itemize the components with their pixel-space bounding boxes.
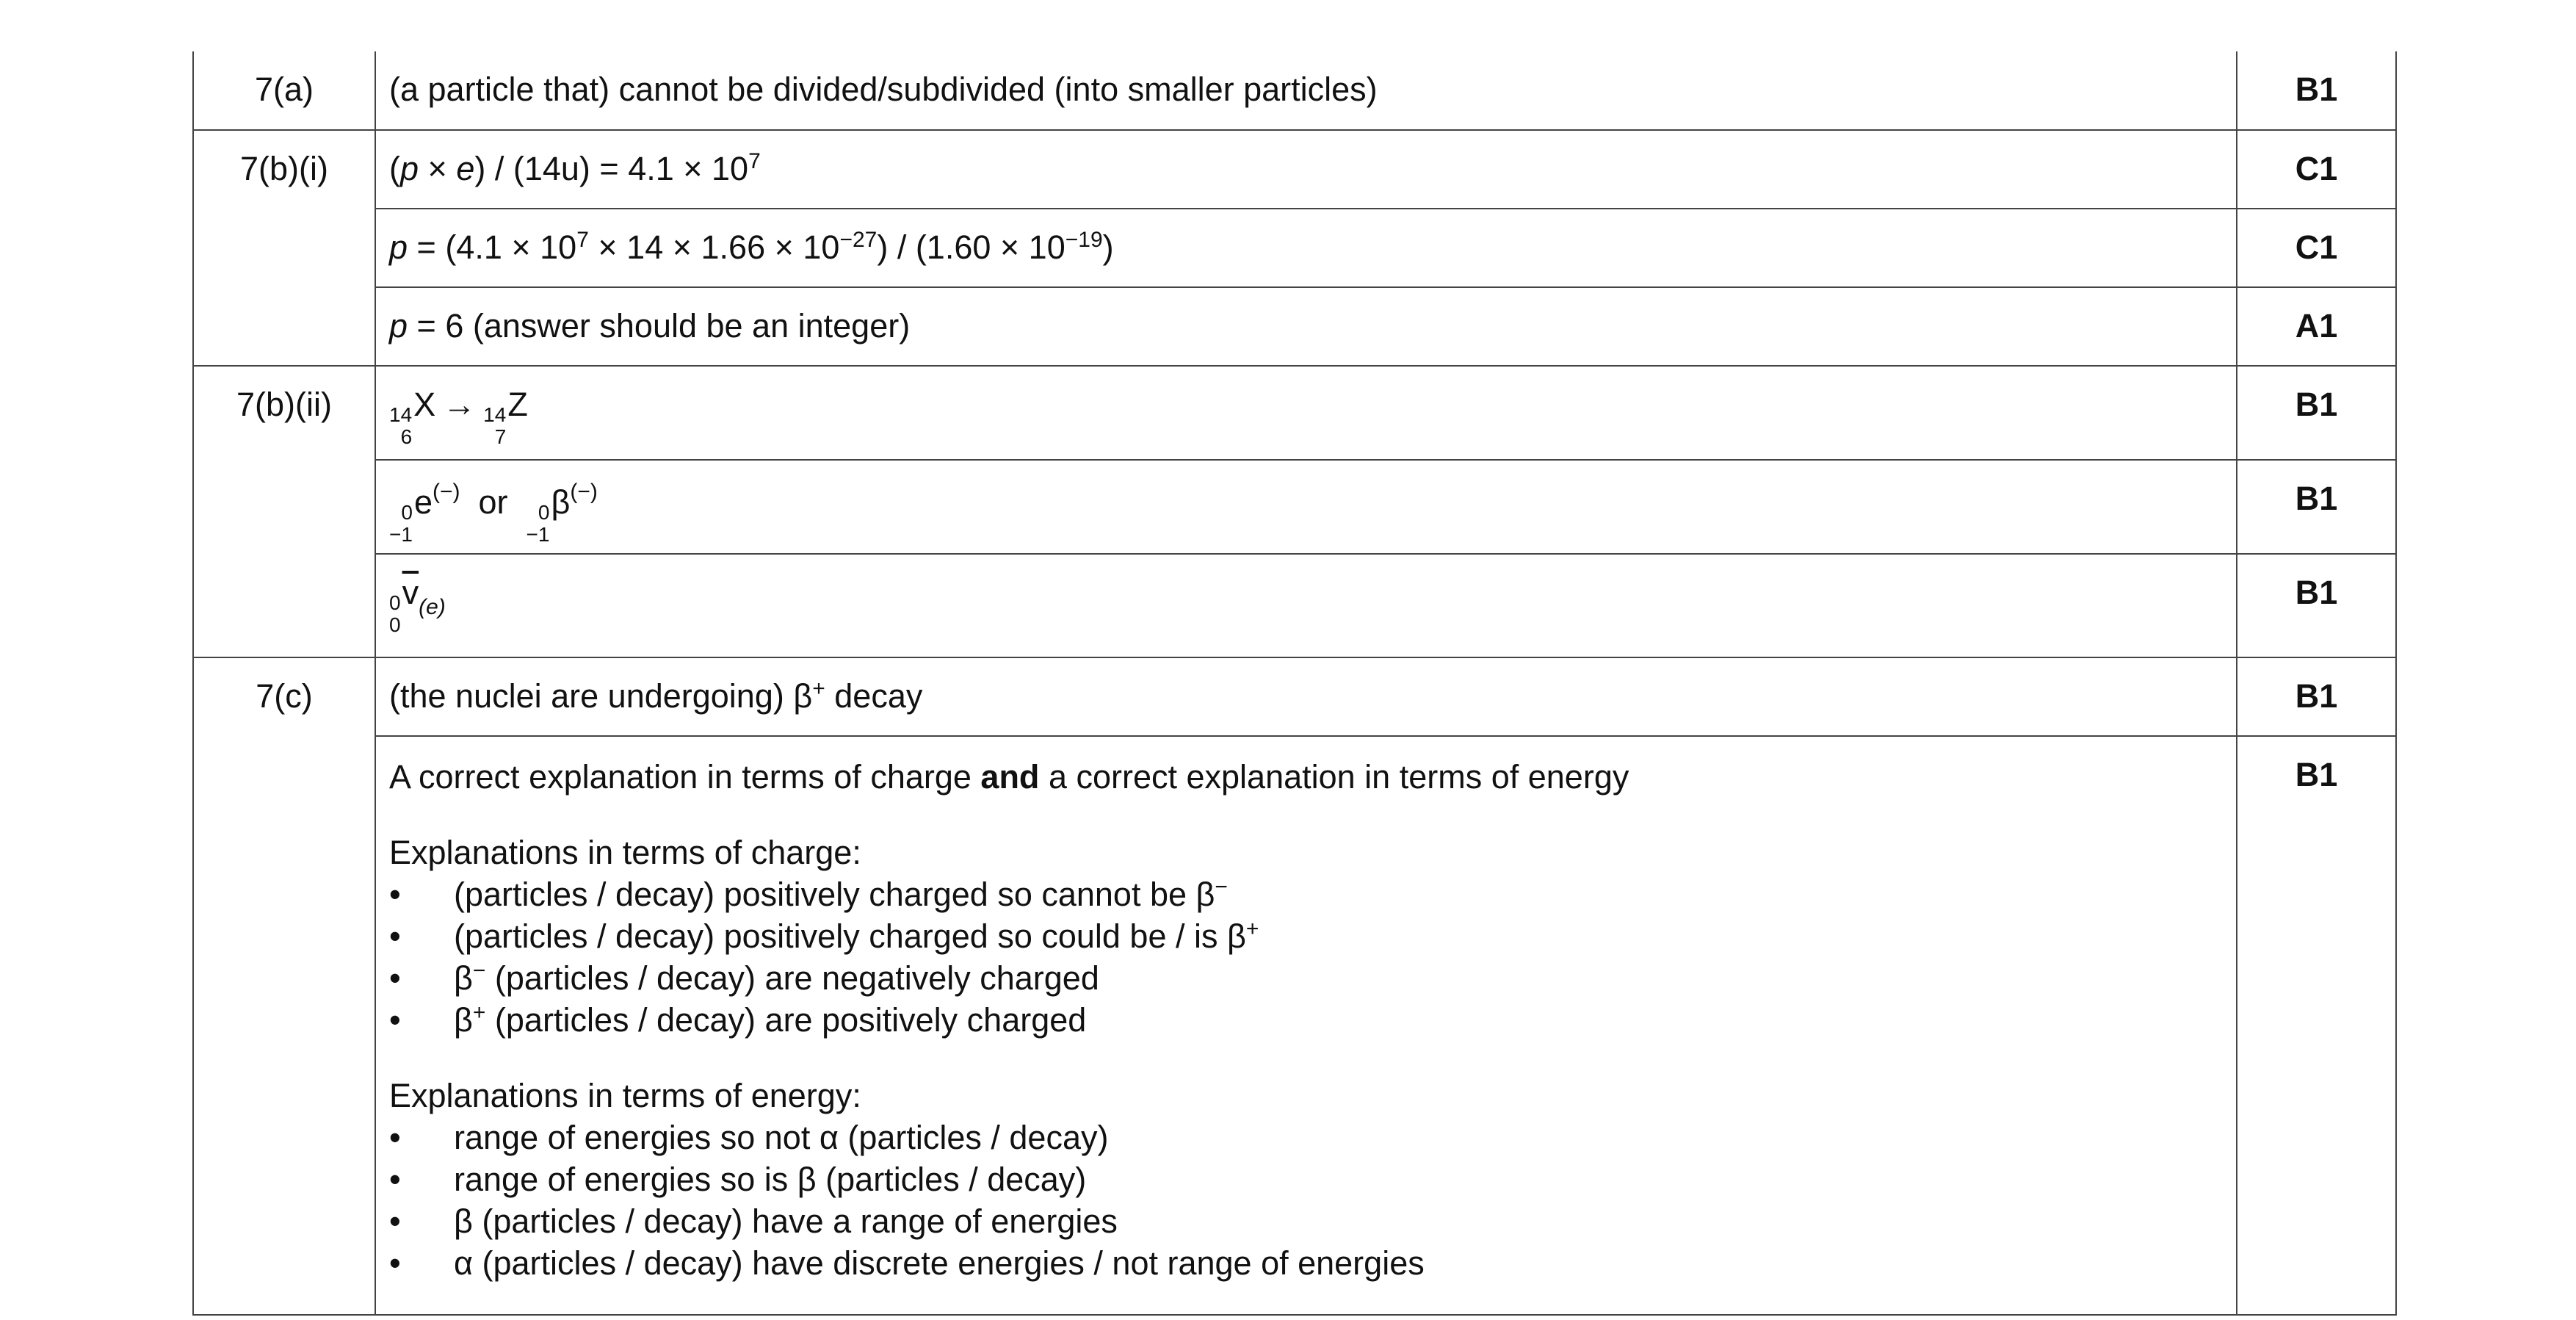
list-item: • range of energies so not α (particles / decay) — [389, 1117, 2236, 1158]
arrow-icon: → — [443, 386, 477, 423]
question-number: 7(c) — [193, 657, 375, 1315]
list-item: • β+ (particles / decay) are positively charged — [389, 999, 2236, 1041]
mark-cell: B1 — [2237, 736, 2396, 1315]
nuclide-numbers: 0 −1 — [526, 501, 550, 546]
nuclide-numbers: 14 7 — [483, 403, 507, 448]
answer-cell: $p = (4.1 \times 10^7 \times 14 \times 1.66 \times 10^{-27}) / (1.60 \times 10^{-19})$ — [375, 209, 2237, 287]
answer-cell: (the nuclei are undergoing) β+ decay — [375, 657, 2237, 736]
energy-heading: Explanations in terms of energy: — [389, 1077, 861, 1114]
answer-cell: 0 −1 e(−) or 0 −1 β(−) — [375, 460, 2237, 554]
question-number: 7(a) — [193, 51, 375, 130]
mark-cell: C1 — [2237, 130, 2396, 209]
question-number: 7(b)(ii) — [193, 366, 375, 657]
energy-list — [389, 1117, 2236, 1284]
table-row — [193, 554, 2396, 657]
criterion-text: A correct explanation in terms of charge and a correct explanation in terms of energy — [389, 758, 1629, 796]
mark-cell: C1 — [2237, 209, 2396, 287]
mark-cell: B1 — [2237, 657, 2396, 736]
mark-cell: B1 — [2237, 554, 2396, 657]
question-number: 7(b)(i) — [193, 130, 375, 366]
list-item: • (particles / decay) positively charged so cannot be β− — [389, 873, 2236, 915]
table-row — [193, 366, 2396, 460]
answer-cell: p = 6 (answer should be an integer) — [375, 287, 2237, 366]
mark-cell: A1 — [2237, 287, 2396, 366]
nuclide-numbers: 0 0 — [389, 591, 401, 636]
mark-cell: B1 — [2237, 366, 2396, 460]
list-item: • range of energies so is β (particles / decay) — [389, 1158, 2236, 1200]
mark-cell: B1 — [2237, 460, 2396, 554]
mark-cell: B1 — [2237, 51, 2396, 130]
list-item: • β− (particles / decay) are negatively charged — [389, 957, 2236, 999]
table-row — [193, 657, 2396, 736]
table-row — [193, 209, 2396, 287]
table-row — [193, 460, 2396, 554]
answer-cell — [375, 736, 2237, 1315]
nuclide-numbers: 0 −1 — [389, 501, 413, 546]
table-row — [193, 51, 2396, 130]
charge-heading: Explanations in terms of charge: — [389, 834, 861, 871]
mark-scheme-table — [192, 51, 2397, 1316]
list-item: • α (particles / decay) have discrete energies / not range of energies — [389, 1242, 2236, 1284]
table-row — [193, 287, 2396, 366]
table-row — [193, 736, 2396, 1315]
answer-cell: 0 0 $\overline{v}_{(e)}$ — [375, 554, 2237, 657]
list-item: • β (particles / decay) have a range of energies — [389, 1200, 2236, 1242]
table-row — [193, 130, 2396, 209]
answer-cell: (a particle that) cannot be divided/subdivided (into smaller particles) — [375, 51, 2237, 130]
answer-cell: 14 6 X → 14 7 Z — [375, 366, 2237, 460]
charge-list — [389, 873, 2236, 1041]
answer-cell: $(p \times e) / (14u) = 4.1 \times 10^7$ — [375, 130, 2237, 209]
list-item: • (particles / decay) positively charged so could be / is β+ — [389, 915, 2236, 957]
nuclide-numbers: 14 6 — [389, 403, 413, 448]
